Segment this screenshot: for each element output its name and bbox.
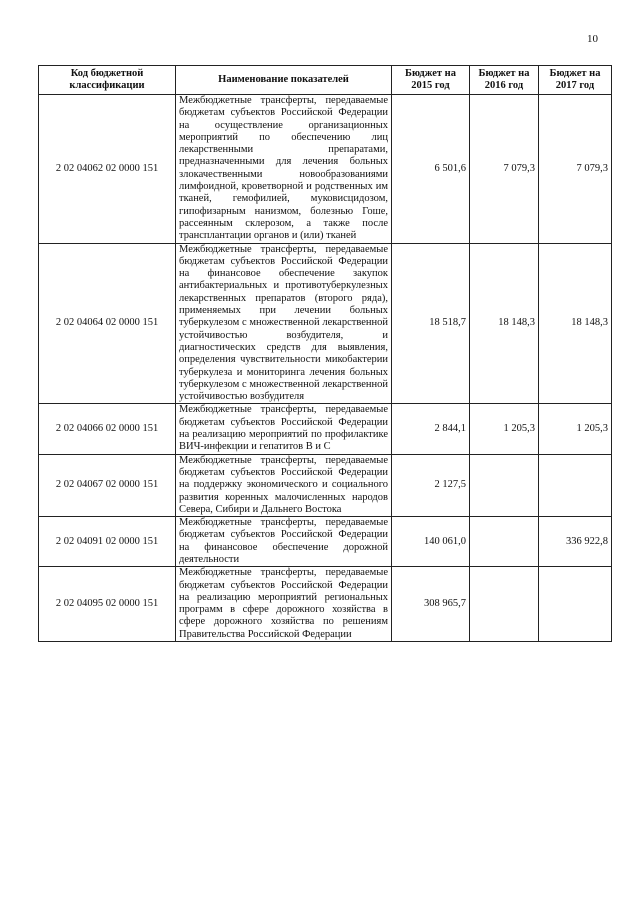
row-budget-2017 (539, 454, 612, 516)
row-budget-2016: 1 205,3 (470, 404, 539, 454)
row-budget-2016 (470, 567, 539, 642)
row-name: Межбюджетные трансферты, передаваемые бюджетам субъектов Российской Федерации на финансовое обеспечение дорожной деятельности (176, 517, 392, 567)
row-name: Межбюджетные трансферты, передаваемые бюджетам субъектов Российской Федерации на реализацию мероприятий региональных программ в сфере дорожного хозяйства в сфере дорожного хозяйства по решениям Правительства Российской Федерации (176, 567, 392, 642)
header-budget-2016: Бюджет на 2016 год (470, 66, 539, 95)
row-code: 2 02 04062 02 0000 151 (39, 95, 176, 244)
table-row (39, 243, 612, 404)
row-budget-2015: 308 965,7 (392, 567, 470, 642)
table-header-row (39, 66, 612, 95)
row-budget-2015: 6 501,6 (392, 95, 470, 244)
row-budget-2016 (470, 517, 539, 567)
header-budget-2017: Бюджет на 2017 год (539, 66, 612, 95)
table-row (39, 454, 612, 516)
row-name: Межбюджетные трансферты, передаваемые бюджетам субъектов Российской Федерации на финансовое обеспечение закупок антибактериальных и противотуберкулезных лекарственных препаратов (второго ряда), применяемых при лечении больных туберкулезом с множественной лекарственной устойчивостью возбудителя, и диагностических средств для выявления, определения чувствительности микобактерии туберкулеза и мониторинга лечения больных туберкулезом с множественной лекарственной устойчивостью возбудителя (176, 243, 392, 404)
row-budget-2015: 18 518,7 (392, 243, 470, 404)
row-code: 2 02 04091 02 0000 151 (39, 517, 176, 567)
row-name: Межбюджетные трансферты, передаваемые бюджетам субъектов Российской Федерации на осуществление организационных мероприятий по обеспечению лиц лекарственными препаратами, предназначенными для лечения больных злокачественными новообразованиями лимфоидной, кроветворной и родственных им тканей, гемофилией, муковисцидозом, гипофизарным нанизмом, болезнью Гоше, рассеянным склерозом, а также после трансплантации органов и (или) тканей (176, 95, 392, 244)
row-budget-2016: 18 148,3 (470, 243, 539, 404)
table-row (39, 567, 612, 642)
row-budget-2017 (539, 567, 612, 642)
row-budget-2017: 7 079,3 (539, 95, 612, 244)
table-row (39, 517, 612, 567)
row-code: 2 02 04067 02 0000 151 (39, 454, 176, 516)
table-row (39, 95, 612, 244)
row-budget-2016 (470, 454, 539, 516)
row-budget-2015: 140 061,0 (392, 517, 470, 567)
row-budget-2017: 336 922,8 (539, 517, 612, 567)
row-name: Межбюджетные трансферты, передаваемые бюджетам субъектов Российской Федерации на реализацию мероприятий по профилактике ВИЧ-инфекции и гепатитов B и C (176, 404, 392, 454)
header-name: Наименование показателей (176, 66, 392, 95)
row-code: 2 02 04064 02 0000 151 (39, 243, 176, 404)
page-number: 10 (587, 33, 598, 45)
row-budget-2017: 1 205,3 (539, 404, 612, 454)
row-budget-2016: 7 079,3 (470, 95, 539, 244)
row-budget-2017: 18 148,3 (539, 243, 612, 404)
row-budget-2015: 2 127,5 (392, 454, 470, 516)
row-budget-2015: 2 844,1 (392, 404, 470, 454)
budget-table (38, 65, 612, 642)
row-code: 2 02 04066 02 0000 151 (39, 404, 176, 454)
header-code: Код бюджетной классификации (39, 66, 176, 95)
header-budget-2015: Бюджет на 2015 год (392, 66, 470, 95)
table-row (39, 404, 612, 454)
row-name: Межбюджетные трансферты, передаваемые бюджетам субъектов Российской Федерации на поддержку экономического и социального развития коренных малочисленных народов Севера, Сибири и Дальнего Востока (176, 454, 392, 516)
row-code: 2 02 04095 02 0000 151 (39, 567, 176, 642)
